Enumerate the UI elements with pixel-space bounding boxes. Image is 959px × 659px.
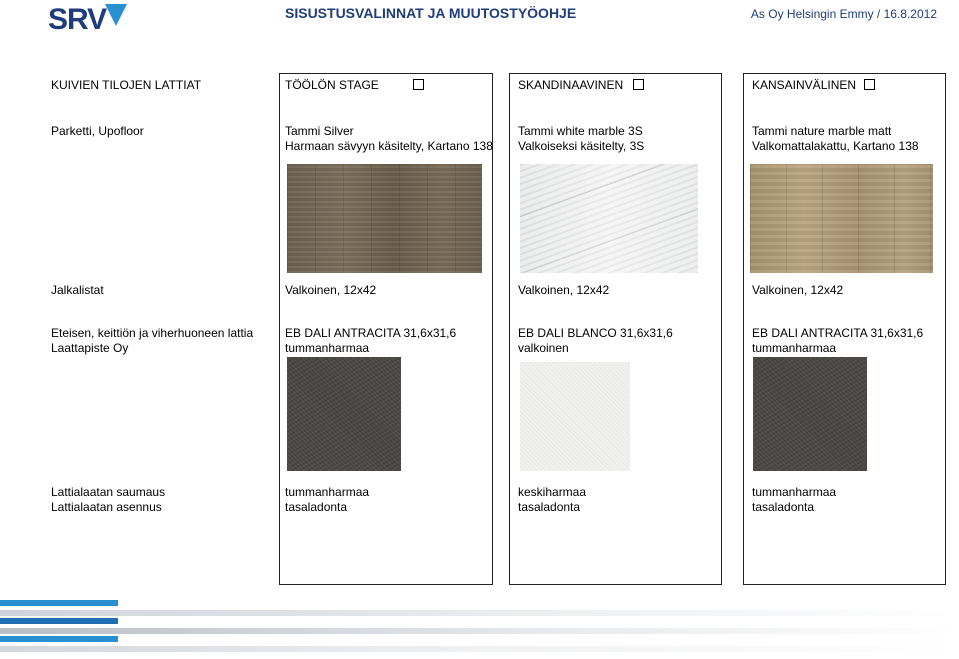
installation-value: tasaladonta: [518, 500, 581, 514]
grout-value: tummanharmaa: [285, 485, 370, 499]
footer-bar: [0, 618, 118, 624]
installation-value: tasaladonta: [752, 500, 815, 514]
option-name: TÖÖLÖN STAGE: [285, 78, 379, 92]
footer-bar: [0, 610, 959, 616]
srv-logo: [48, 4, 123, 36]
floor-product-finish: Valkoiseksi käsitelty, 3S: [518, 139, 645, 153]
logo-text: SRV: [48, 3, 107, 36]
footer-decoration: [0, 598, 959, 659]
label-skirting: Jalkalistat: [51, 283, 104, 297]
floor-swatch-image: [520, 164, 698, 273]
tile-product-color: valkoinen: [518, 341, 569, 355]
label-floor: Parketti, Upofloor: [51, 124, 144, 138]
tile-product-name: EB DALI ANTRACITA 31,6x31,6: [285, 326, 457, 340]
installation-value: tasaladonta: [285, 500, 348, 514]
floor-product-name: Tammi nature marble matt: [752, 124, 892, 138]
label-tile-floor: Eteisen, keittiön ja viherhuoneen lattia: [51, 326, 254, 340]
label-installation: Lattialaatan asennus: [51, 500, 162, 514]
footer-bar: [0, 628, 959, 634]
label-grout: Lattialaatan saumaus: [51, 485, 166, 499]
floor-product-name: Tammi white marble 3S: [518, 124, 643, 138]
skirting-value: Valkoinen, 12x42: [518, 283, 610, 297]
document-title: SISUSTUSVALINNAT JA MUUTOSTYÖOHJE: [285, 5, 577, 21]
tile-swatch-image: [287, 357, 401, 471]
footer-bar: [0, 646, 959, 652]
tile-product-name: EB DALI ANTRACITA 31,6x31,6: [752, 326, 924, 340]
tile-product-name: EB DALI BLANCO 31,6x31,6: [518, 326, 673, 340]
floor-swatch-image: [750, 164, 933, 273]
logo-arrow-icon: [105, 4, 127, 26]
label-tile-supplier: Laattapiste Oy: [51, 341, 129, 355]
tile-swatch-image: [753, 357, 867, 471]
floor-product-finish: Valkomattalakattu, Kartano 138: [752, 139, 919, 153]
option-name: SKANDINAAVINEN: [518, 78, 624, 92]
floor-swatch-image: [287, 164, 482, 273]
option-checkbox[interactable]: [633, 79, 644, 90]
floor-product-name: Tammi Silver: [285, 124, 354, 138]
skirting-value: Valkoinen, 12x42: [285, 283, 377, 297]
footer-bar: [0, 600, 118, 606]
tile-product-color: tummanharmaa: [752, 341, 837, 355]
grout-value: keskiharmaa: [518, 485, 587, 499]
tile-product-color: tummanharmaa: [285, 341, 370, 355]
skirting-value: Valkoinen, 12x42: [752, 283, 844, 297]
option-name: KANSAINVÄLINEN: [752, 78, 857, 92]
footer-bar: [0, 636, 118, 642]
tile-swatch-image: [520, 362, 630, 471]
option-checkbox[interactable]: [413, 79, 424, 90]
option-checkbox[interactable]: [864, 79, 875, 90]
floor-product-finish: Harmaan sävyyn käsitelty, Kartano 138: [285, 139, 493, 153]
document-meta: As Oy Helsingin Emmy / 16.8.2012: [750, 7, 937, 21]
section-title: KUIVIEN TILOJEN LATTIAT: [51, 78, 202, 92]
grout-value: tummanharmaa: [752, 485, 837, 499]
